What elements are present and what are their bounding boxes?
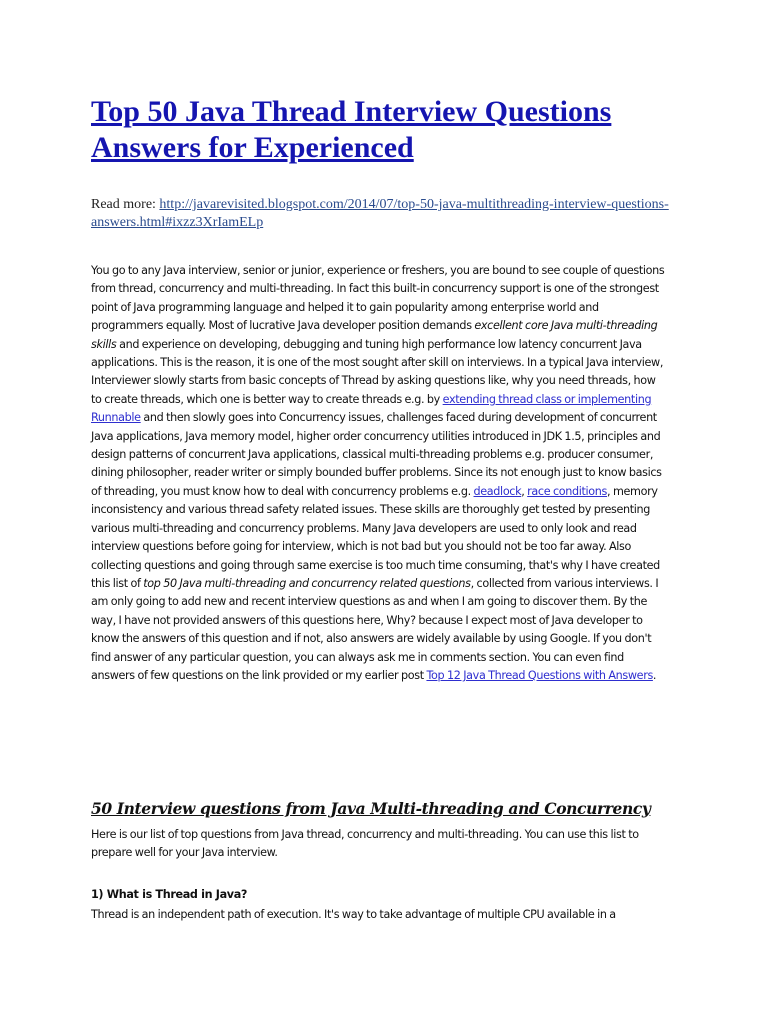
read-more-link[interactable]: http://javarevisited.blogspot.com/2014/07/top-50-java-multithreading-interview-questions-answers.html#ixzz3XrIamELp: [91, 197, 669, 230]
document-title[interactable]: Top 50 Java Thread Interview Questions Answers for Experienced: [91, 95, 612, 164]
link-deadlock[interactable]: deadlock: [473, 484, 522, 498]
question-title: 1) What is Thread in Java?: [91, 888, 248, 901]
intro-text: and then slowly goes into Concurrency issues, challenges faced during development of concurrent Java applications, Java memory model, higher order concurrency utilities introduced in JDK 1.5, principles and design patterns of concurrent Java applications, classical multi-threading problems e.g. producer consumer, dining philosopher, reader writer or simply bounded buffer problems. Since its not enough just to know basics of threading, you must know how to deal with concurrency problems e.g.: [91, 411, 662, 498]
intro-emphasis: excellent core Java multi-threading skills: [91, 319, 658, 351]
intro-text: , memory inconsistency and various thread safety related issues. These skills are thoroughly get tested by presenting various multi-threading and concurrency problems. Many Java developers are used to only look and read interview questions before going for interview, which is not bad but you should not be too far away. Also collecting questions and going through same exercise is too much time consuming, that's why I have created this list of: [91, 484, 660, 590]
question-answer: Thread is an independent path of execution. It's way to take advantage of multiple CPU available in a: [91, 908, 616, 921]
separator: ,: [521, 484, 528, 498]
link-extending-thread[interactable]: extending thread class or implementing Runnable: [91, 392, 652, 425]
intro-text: .: [652, 668, 657, 682]
intro-emphasis: top 50 Java multi-threading and concurrency related questions: [143, 576, 471, 590]
intro-text: , collected from various interviews. I am only going to add new and recent interview questions as and when I am going to discover them. By the way, I have not provided answers of this questions here, Why? because I expect most of Java developer to know the answers of this question and if not, also answers are widely available by using Google. If you don't find answer of any particular question, you can always ask me in comments section. You can even find answers of few questions on the link provided or my earlier post: [91, 576, 659, 682]
intro-paragraph: [91, 262, 666, 685]
section-heading: 50 Interview questions from Java Multi-threading and Concurrency: [91, 799, 651, 818]
intro-text: You go to any Java interview, senior or junior, experience or freshers, you are bound to see couple of questions from thread, concurrency and multi-threading. In fact this built-in concurrency support is one of the strongest point of Java programming language and helped it to gain popularity among enterprise world and programmers equally. Most of lucrative Java developer position demands: [91, 264, 665, 333]
intro-text: and experience on developing, debugging and tuning high performance low latency concurrent Java applications. This is the reason, it is one of the most sought after skill on interviews. In a typical Java interview, Interviewer slowly starts from basic concepts of Thread by asking questions like, why you need threads, how to create threads, which one is better way to create threads e.g. by: [91, 337, 664, 406]
read-more-line: [91, 196, 671, 232]
section-intro: Here is our list of top questions from Java thread, concurrency and multi-threading. You can use this list to prepare well for your Java interview.: [91, 828, 639, 860]
link-race-conditions[interactable]: race conditions: [527, 484, 608, 498]
link-top-12-questions[interactable]: Top 12 Java Thread Questions with Answers: [426, 668, 653, 682]
read-more-label: Read more:: [91, 197, 160, 212]
